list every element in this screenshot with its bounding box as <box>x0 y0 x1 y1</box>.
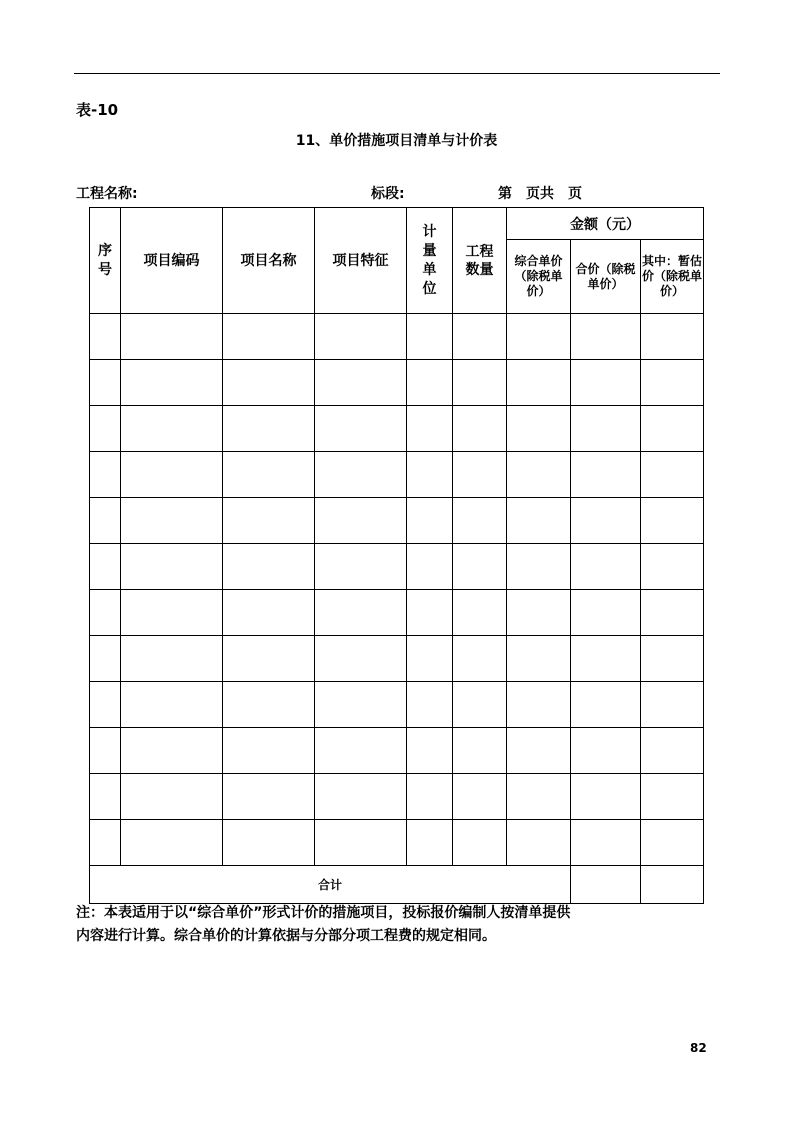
table-cell <box>407 682 453 728</box>
table-cell <box>507 820 571 866</box>
table-cell <box>223 820 315 866</box>
table-cell <box>641 728 704 774</box>
table-cell <box>315 498 407 544</box>
total-cell <box>641 866 704 904</box>
table-cell <box>571 406 641 452</box>
table-cell <box>223 360 315 406</box>
table-cell <box>507 590 571 636</box>
table-cell <box>507 636 571 682</box>
table-cell <box>571 728 641 774</box>
table-cell <box>507 498 571 544</box>
table-cell <box>315 406 407 452</box>
table-cell <box>223 728 315 774</box>
table-cell <box>571 498 641 544</box>
table-cell <box>223 544 315 590</box>
table-cell <box>315 544 407 590</box>
header-seq: 序号 <box>90 208 121 314</box>
table-cell <box>507 452 571 498</box>
table-cell <box>507 406 571 452</box>
table-row <box>90 774 704 820</box>
header-unit: 计量单位 <box>407 208 453 314</box>
page-count-label: 第 页共 页 <box>498 186 582 202</box>
table-cell <box>315 590 407 636</box>
table-cell <box>407 774 453 820</box>
table-row <box>90 820 704 866</box>
table-cell <box>407 820 453 866</box>
table-cell <box>407 498 453 544</box>
header-code: 项目编码 <box>121 208 223 314</box>
table-cell <box>90 820 121 866</box>
table-cell <box>571 820 641 866</box>
table-cell <box>407 406 453 452</box>
table-cell <box>571 636 641 682</box>
table-cell <box>90 498 121 544</box>
header-feature: 项目特征 <box>315 208 407 314</box>
project-name-label: 工程名称: <box>76 186 138 202</box>
table-cell <box>315 636 407 682</box>
table-cell <box>453 682 507 728</box>
table-cell <box>641 636 704 682</box>
table-cell <box>453 360 507 406</box>
table-cell <box>315 360 407 406</box>
table-cell <box>453 314 507 360</box>
table-cell <box>453 406 507 452</box>
header-quantity: 工程 数量 <box>453 208 507 314</box>
table-cell <box>223 636 315 682</box>
table-cell <box>453 544 507 590</box>
table-cell <box>121 636 223 682</box>
table-cell <box>90 544 121 590</box>
table-cell <box>407 728 453 774</box>
table-cell <box>453 452 507 498</box>
table-cell <box>571 360 641 406</box>
table-cell <box>121 360 223 406</box>
table-cell <box>121 452 223 498</box>
table-cell <box>223 498 315 544</box>
table-cell <box>121 682 223 728</box>
table-cell <box>90 314 121 360</box>
table-cell <box>407 590 453 636</box>
table-cell <box>507 728 571 774</box>
table-cell <box>641 314 704 360</box>
footnote-line-1: 注：本表适用于以“综合单价”形式计价的措施项目，投标报价编制人按清单提供 <box>76 905 571 921</box>
table-cell <box>223 590 315 636</box>
table-row <box>90 360 704 406</box>
total-label: 合计 <box>90 866 571 904</box>
table-cell <box>121 820 223 866</box>
footnote <box>76 902 676 948</box>
page-number: 82 <box>690 1041 707 1055</box>
table-cell <box>407 544 453 590</box>
table-cell <box>641 498 704 544</box>
table-cell <box>315 682 407 728</box>
table-cell <box>641 590 704 636</box>
total-row <box>90 866 704 904</box>
table-cell <box>571 314 641 360</box>
table-row <box>90 636 704 682</box>
table-cell <box>90 636 121 682</box>
table-cell <box>453 774 507 820</box>
table-cell <box>223 682 315 728</box>
table-cell <box>407 636 453 682</box>
table-cell <box>407 314 453 360</box>
page-title: 11、单价措施项目清单与计价表 <box>295 133 498 149</box>
table-cell <box>121 728 223 774</box>
table-row <box>90 452 704 498</box>
table-cell <box>90 360 121 406</box>
table-cell <box>641 406 704 452</box>
table-cell <box>453 590 507 636</box>
table-cell <box>571 682 641 728</box>
table-cell <box>641 682 704 728</box>
table-cell <box>453 636 507 682</box>
header-comprehensive-price: 综合单价（除税单价） <box>507 240 571 314</box>
header-name: 项目名称 <box>223 208 315 314</box>
total-cell <box>571 866 641 904</box>
top-rule <box>74 73 720 74</box>
header-provisional-price: 其中：暂估价（除税单价） <box>641 240 704 314</box>
table-cell <box>641 360 704 406</box>
table-cell <box>571 544 641 590</box>
table-row <box>90 682 704 728</box>
table-row <box>90 544 704 590</box>
table-cell <box>507 774 571 820</box>
table-cell <box>315 820 407 866</box>
table-cell <box>90 406 121 452</box>
table-cell <box>121 498 223 544</box>
table-row <box>90 498 704 544</box>
table-cell <box>121 590 223 636</box>
table-cell <box>90 452 121 498</box>
table-cell <box>90 728 121 774</box>
table-row <box>90 590 704 636</box>
table-cell <box>223 452 315 498</box>
table-cell <box>571 590 641 636</box>
table-cell <box>641 820 704 866</box>
table-cell <box>121 406 223 452</box>
table-cell <box>315 774 407 820</box>
table-cell <box>121 544 223 590</box>
table-cell <box>507 682 571 728</box>
table-cell <box>315 452 407 498</box>
table-cell <box>121 774 223 820</box>
footnote-line-2: 内容进行计算。综合单价的计算依据与分部分项工程费的规定相同。 <box>76 928 496 944</box>
table-row <box>90 314 704 360</box>
table-cell <box>315 728 407 774</box>
table-row <box>90 406 704 452</box>
table-cell <box>315 314 407 360</box>
pricing-table <box>89 207 704 904</box>
table-cell <box>571 774 641 820</box>
table-cell <box>453 820 507 866</box>
table-cell <box>223 406 315 452</box>
table-cell <box>407 452 453 498</box>
table-cell <box>121 314 223 360</box>
table-cell <box>90 774 121 820</box>
table-cell <box>571 452 641 498</box>
table-cell <box>223 314 315 360</box>
table-cell <box>453 728 507 774</box>
table-cell <box>507 360 571 406</box>
header-row-1 <box>90 208 704 240</box>
header-total-price: 合价（除税单价） <box>571 240 641 314</box>
table-cell <box>90 682 121 728</box>
table-row <box>90 728 704 774</box>
header-amount: 金额（元） <box>507 208 704 240</box>
table-cell <box>641 452 704 498</box>
table-cell <box>507 314 571 360</box>
table-cell <box>507 544 571 590</box>
table-cell <box>407 360 453 406</box>
table-cell <box>90 590 121 636</box>
table-cell <box>641 544 704 590</box>
table-cell <box>453 498 507 544</box>
table-cell <box>223 774 315 820</box>
table-number: 表-10 <box>76 101 119 119</box>
table-cell <box>641 774 704 820</box>
section-label: 标段: <box>371 186 405 202</box>
